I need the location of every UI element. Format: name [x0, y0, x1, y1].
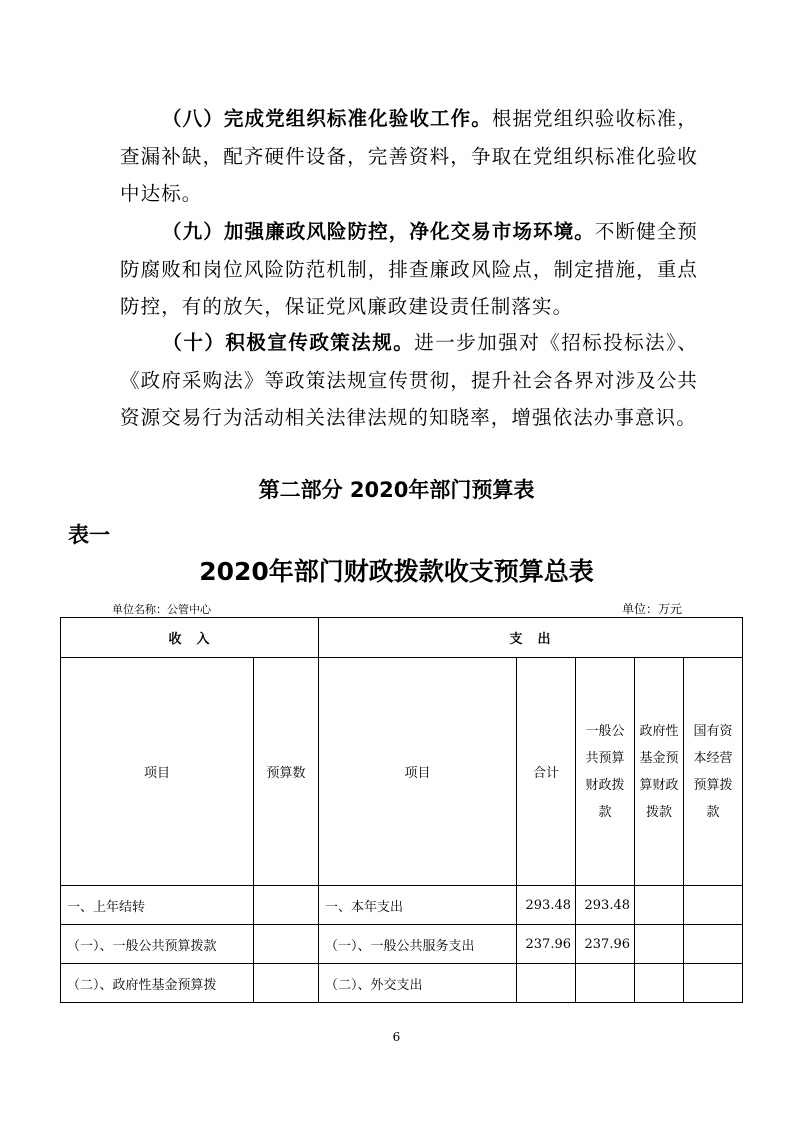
income-value-cell	[254, 886, 319, 925]
table-tag: 表一	[68, 523, 110, 547]
income-value-cell	[254, 964, 319, 1003]
col-state: 国有资本经营预算拨款	[684, 658, 743, 886]
expense-item-cell: 一、本年支出	[319, 886, 517, 925]
income-item-cell: （一）、一般公共预算拨款	[61, 925, 254, 964]
table-row	[61, 964, 743, 1003]
paragraph-9-heading: （九）加强廉政风险防控，净化交易市场环境。	[162, 220, 595, 243]
income-value-cell	[254, 925, 319, 964]
general-cell	[576, 964, 635, 1003]
paragraph-8-heading: （八）完成党组织标准化验收工作。	[162, 107, 492, 130]
total-cell	[517, 964, 576, 1003]
income-item-cell: 一、上年结转	[61, 886, 254, 925]
col-item: 项目	[61, 658, 254, 886]
fund-cell	[635, 964, 684, 1003]
paragraph-10	[120, 324, 698, 437]
paragraph-9-body: 不断健全预防腐败和岗位风险防范机制，排查廉政风险点，制定措施，重点防控，有的放矢，保证党风廉政建设责任制落实。	[120, 220, 698, 318]
general-cell: 237.96	[576, 925, 635, 964]
expense-item-cell: （一）、一般公共服务支出	[319, 925, 517, 964]
income-item-cell: （二）、政府性基金预算拨	[61, 964, 254, 1003]
total-cell: 237.96	[517, 925, 576, 964]
col-general: 一般公共预算财政拨款	[576, 658, 635, 886]
paragraph-9	[120, 213, 698, 326]
col-item2: 项目	[319, 658, 517, 886]
table-row	[61, 886, 743, 925]
section-title: 第二部分 2020年部门预算表	[258, 478, 535, 502]
general-cell: 293.48	[576, 886, 635, 925]
state-cell	[684, 964, 743, 1003]
fund-cell	[635, 925, 684, 964]
fund-cell	[635, 886, 684, 925]
state-cell	[684, 925, 743, 964]
paragraph-10-heading: （十）积极宣传政策法规。	[162, 331, 415, 354]
state-cell	[684, 886, 743, 925]
table-row	[61, 925, 743, 964]
unit-label: 单位：万元	[622, 602, 683, 616]
paragraph-8-body: 根据党组织验收标准，查漏补缺，配齐硬件设备，完善资料，争取在党组织标准化验收中达标。	[120, 107, 698, 205]
total-cell: 293.48	[517, 886, 576, 925]
col-budget: 预算数	[254, 658, 319, 886]
col-fund: 政府性基金预算财政拨款	[635, 658, 684, 886]
expense-header: 支 出	[319, 618, 743, 658]
budget-table	[60, 617, 743, 1003]
expense-item-cell: （二）、外交支出	[319, 964, 517, 1003]
col-total: 合计	[517, 658, 576, 886]
paragraph-10-body: 进一步加强对《招标投标法》、《政府采购法》等政策法规宣传贯彻，提升社会各界对涉及公共资源交易行为活动相关法律法规的知晓率，增强依法办事意识。	[120, 331, 699, 429]
table-title: 2020年部门财政拨款收支预算总表	[199, 557, 594, 586]
page-number: 6	[392, 1030, 401, 1044]
unit-name: 单位名称：公管中心	[112, 603, 211, 616]
income-header: 收 入	[61, 618, 319, 658]
paragraph-8	[120, 100, 698, 213]
